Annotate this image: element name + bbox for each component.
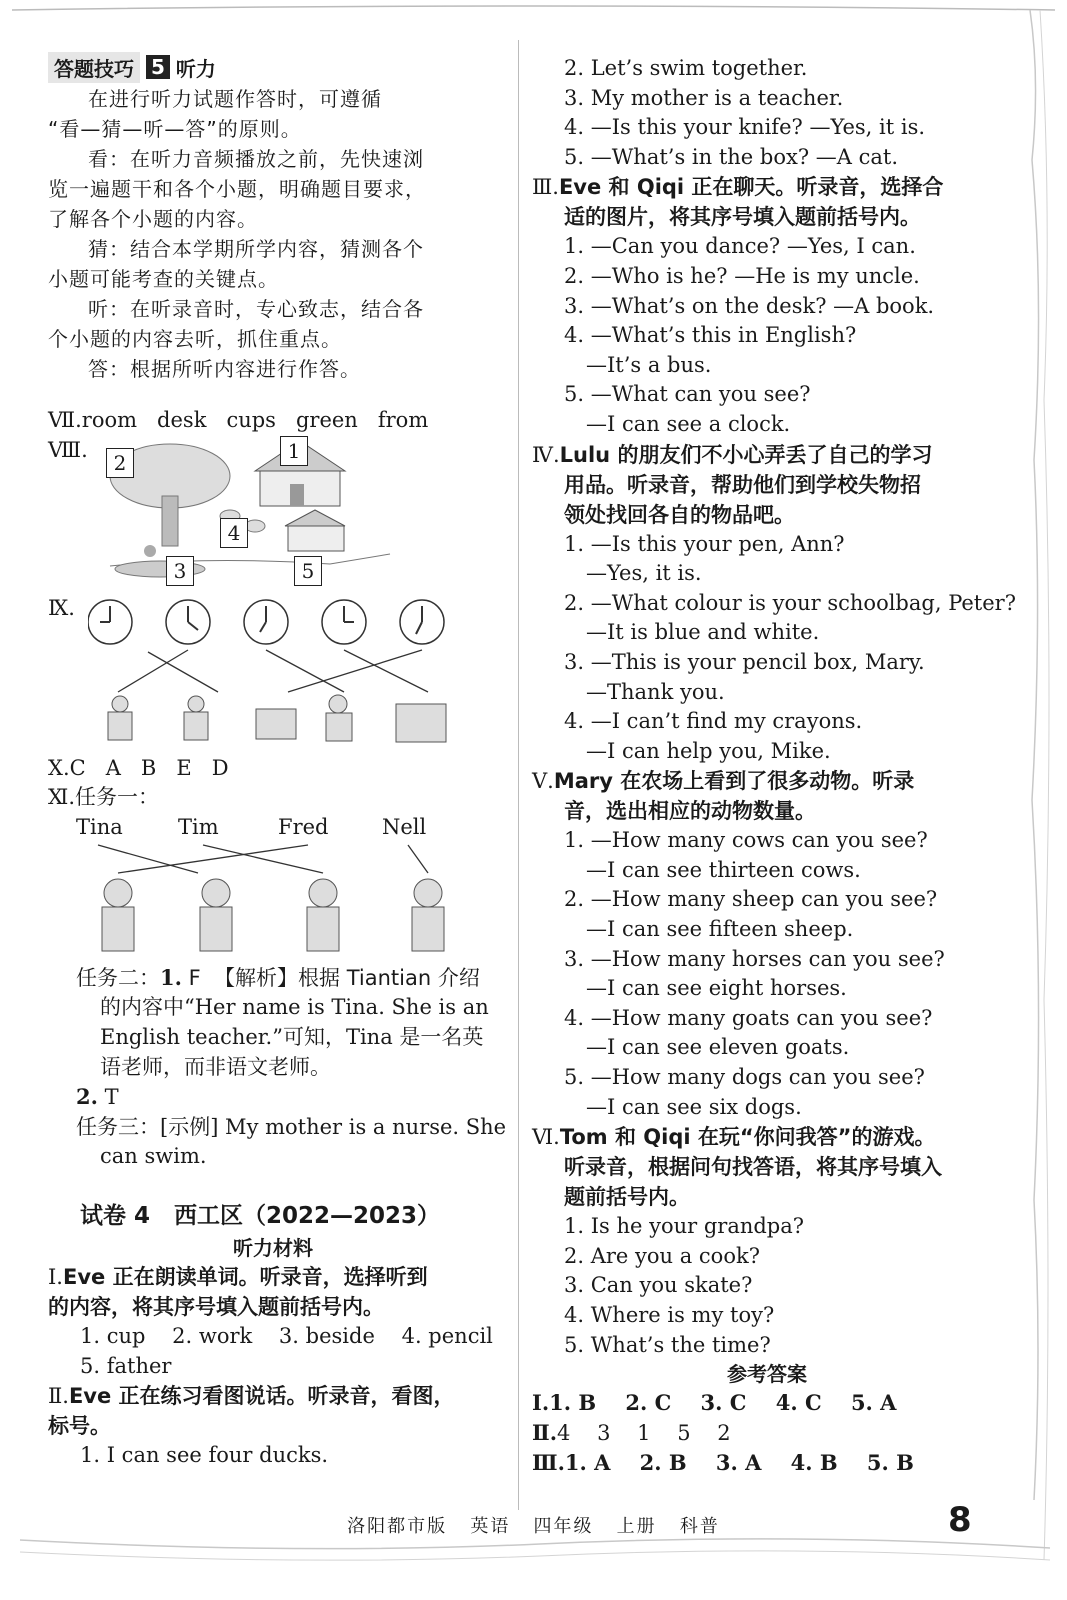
q7-text: room desk cups green from <box>81 408 429 432</box>
section-4-item: —I can help you, Mike. <box>586 738 831 763</box>
answer-row-1-num: Ⅰ. <box>532 1390 550 1416</box>
answer-row-1 <box>532 1388 1002 1418</box>
tip-paragraph: 了解各个小题的内容。 <box>48 207 258 231</box>
q9-number: Ⅸ. <box>48 595 75 620</box>
q11-name-fred: Fred <box>278 814 329 839</box>
section-3-item: 4. —What’s this in English? <box>564 323 857 348</box>
tip-paragraph: 听：在听录音时，专心致志，结合各 <box>88 297 424 321</box>
answer-row-3-values: 1. A 2. B 3. A 4. B 5. B <box>564 1450 914 1476</box>
q11-task2-num: 1. <box>160 964 182 990</box>
section-6-item: 3. Can you skate? <box>564 1273 753 1298</box>
section-3-head <box>532 172 1002 202</box>
answer-row-2-values: 4 3 1 5 2 <box>557 1420 731 1445</box>
q8-label-2: 2 <box>106 448 134 478</box>
section-2-head <box>48 1381 498 1411</box>
tip-paragraph: “看—猜—听—答”的原则。 <box>48 117 302 141</box>
tip-paragraph: 看：在听力音频播放之前，先快速浏 <box>88 147 424 171</box>
paper4-subtitle: 听力材料 <box>233 1235 313 1260</box>
section-2-item: 4. —Is this your knife? —Yes, it is. <box>564 115 926 140</box>
left-column <box>48 50 507 1471</box>
q11-name-tim: Tim <box>178 814 219 839</box>
section-5-item: —I can see eleven goats. <box>586 1035 850 1060</box>
section-6-text3: 题前括号内。 <box>564 1185 690 1210</box>
section-4-item: —Thank you. <box>586 679 725 704</box>
page-number: 8 <box>948 1500 972 1540</box>
q10-text: C A B E D <box>69 755 229 780</box>
section-2-item: 1. I can see four ducks. <box>80 1443 329 1468</box>
q8-label-3: 3 <box>166 556 194 586</box>
section-4-text3: 领处找回各自的物品吧。 <box>564 502 795 527</box>
answer-tip-header <box>48 50 498 84</box>
tip-title: 听力 <box>175 56 216 81</box>
tip-paragraph: 猜：结合本学期所学内容，猜测各个 <box>88 237 424 261</box>
section-3-item: —It’s a bus. <box>586 352 712 377</box>
section-1-text: Eve 正在朗读单词。听录音，选择听到 <box>62 1264 428 1289</box>
q11-task2-num2: 2. <box>76 1084 98 1110</box>
section-6-item: 1. Is he your grandpa? <box>564 1214 805 1239</box>
answer-row-2-num: Ⅱ. <box>532 1419 558 1445</box>
section-2-item: 5. —What’s in the box? —A cat. <box>564 144 898 169</box>
q11-task2-line3: English teacher.”可知，Tina 是一名英 <box>100 1024 484 1049</box>
q11-name-nell: Nell <box>382 814 427 839</box>
section-2-number: Ⅱ. <box>48 1384 69 1409</box>
q11-matching <box>48 813 498 963</box>
section-4-head <box>532 440 1002 470</box>
q8-number: Ⅷ. <box>48 437 88 462</box>
section-4-item: 4. —I can’t find my crayons. <box>564 709 863 734</box>
q11-task2-line1 <box>48 963 498 994</box>
section-5-number: Ⅴ. <box>532 769 554 794</box>
section-5-item: 2. —How many sheep can you see? <box>564 887 938 912</box>
right-column <box>532 54 1016 1478</box>
section-4-text: Lulu 的朋友们不小心弄丢了自己的学习 <box>559 442 933 467</box>
section-3-item: —I can see a clock. <box>586 411 791 436</box>
q8-label-4: 4 <box>220 518 248 548</box>
section-6-item: 4. Where is my toy? <box>564 1303 775 1327</box>
section-4-number: Ⅳ. <box>532 442 560 467</box>
section-3-item: 5. —What can you see? <box>564 382 811 407</box>
answer-q10 <box>48 754 498 784</box>
q9-clock-matching-illustration <box>88 594 488 754</box>
q8-label-1: 1 <box>280 436 308 466</box>
section-1-head <box>48 1262 498 1292</box>
section-1-item: 1. cup 2. work 3. beside 4. pencil <box>80 1323 493 1348</box>
tip-paragraph: 览一遍题干和各个小题，明确题目要求， <box>48 177 426 201</box>
q11-task1-label: 任务一： <box>75 785 160 810</box>
q11-task2-label: 任务二： <box>76 965 160 990</box>
section-5-item: 1. —How many cows can you see? <box>564 828 928 853</box>
section-1-item: 5. father <box>80 1353 172 1378</box>
section-3-item: 3. —What’s on the desk? —A book. <box>564 293 935 318</box>
answer-q7 <box>48 406 498 436</box>
q11-task3-line2: can swim. <box>100 1144 207 1169</box>
q8-scene-illustration <box>90 436 410 586</box>
section-3-text: Eve 和 Qiqi 正在聊天。听录音，选择合 <box>558 175 944 200</box>
section-2-text2: 标号。 <box>48 1414 111 1439</box>
answer-row-1-values: 1. B 2. C 3. C 4. C 5. A <box>549 1390 897 1416</box>
section-2-item: 3. My mother is a teacher. <box>564 85 844 110</box>
section-1-text2: 的内容，将其序号填入题前括号内。 <box>48 1294 384 1319</box>
q11-task2-val2: T <box>97 1085 119 1110</box>
section-3-item: 1. —Can you dance? —Yes, I can. <box>564 234 916 259</box>
answer-q11-task1 <box>48 783 498 813</box>
q10-number: Ⅹ. <box>48 755 70 780</box>
section-6-item: 5. What’s the time? <box>564 1332 771 1357</box>
q11-name-tina: Tina <box>76 814 123 839</box>
section-5-item: —I can see thirteen cows. <box>586 857 861 882</box>
section-5-item: —I can see eight horses. <box>586 976 847 1001</box>
section-5-item: 4. —How many goats can you see? <box>564 1005 933 1030</box>
tip-paragraph: 小题可能考查的关键点。 <box>48 267 279 291</box>
section-5-item: 5. —How many dogs can you see? <box>564 1065 925 1090</box>
q11-task2-line4: 语老师，而非语文老师。 <box>100 1054 331 1079</box>
section-4-text2: 用品。听录音，帮助他们到学校失物招 <box>564 472 921 497</box>
section-4-item: —It is blue and white. <box>586 620 820 645</box>
answer-row-3-num: Ⅲ. <box>532 1450 565 1476</box>
answer-row-2 <box>532 1418 1002 1449</box>
section-2-item: 2. Let’s swim together. <box>564 56 808 80</box>
section-6-head <box>532 1122 1002 1152</box>
section-5-item: —I can see six dogs. <box>586 1094 802 1119</box>
q8-label-5: 5 <box>294 556 322 586</box>
section-6-item: 2. Are you a cook? <box>564 1243 760 1268</box>
section-3-number: Ⅲ. <box>532 175 559 200</box>
section-4-item: 3. —This is your pencil box, Mary. <box>564 649 925 674</box>
q7-number: Ⅶ. <box>48 408 82 432</box>
section-5-item: 3. —How many horses can you see? <box>564 946 945 971</box>
section-5-item: —I can see fifteen sheep. <box>586 917 854 942</box>
section-2-text: Eve 正在练习看图说话。听录音，看图， <box>68 1384 455 1409</box>
section-6-text2: 听录音，根据问句找答语，将其序号填入 <box>564 1155 942 1180</box>
section-4-item: 2. —What colour is your schoolbag, Peter? <box>564 590 1016 615</box>
tip-paragraph: 答：根据所听内容进行作答。 <box>88 357 361 381</box>
q11-people-illustration <box>68 813 488 963</box>
column-divider <box>518 40 519 1510</box>
tip-paragraph: 在进行听力试题作答时，可遵循 <box>88 87 382 111</box>
answer-row-3 <box>532 1448 1002 1478</box>
tip-paragraph: 个小题的内容去听，抓住重点。 <box>48 327 342 351</box>
paper4-title: 试卷 4 西工区（2022—2023） <box>80 1202 441 1229</box>
section-3-item: 2. —Who is he? —He is my uncle. <box>564 263 920 288</box>
section-3-text2: 适的图片，将其序号填入题前括号内。 <box>564 205 921 230</box>
section-4-item: —Yes, it is. <box>586 561 702 586</box>
answers-title: 参考答案 <box>727 1362 807 1387</box>
tip-number: 5 <box>146 55 170 79</box>
section-5-text: Mary 在农场上看到了很多动物。听录 <box>553 769 915 794</box>
answer-q9 <box>48 594 498 754</box>
page-footer: 洛阳都市版 英语 四年级 上册 科普 <box>347 1516 720 1537</box>
section-5-head <box>532 766 1002 796</box>
q11-task3-line1: 任务三：[示例] My mother is a nurse. She <box>76 1114 507 1139</box>
q11-task2-text: F 【解析】根据 Tiantian 介绍 <box>181 965 480 990</box>
section-6-number: Ⅵ. <box>532 1125 560 1150</box>
q11-number: Ⅺ. <box>48 785 76 810</box>
section-4-item: 1. —Is this your pen, Ann? <box>564 531 845 556</box>
section-5-text2: 音，选出相应的动物数量。 <box>564 799 816 824</box>
q11-task2-line2: 的内容中“Her name is Tina. She is an <box>100 995 489 1020</box>
answer-q8 <box>48 436 498 586</box>
section-6-text: Tom 和 Qiqi 在玩“你问我答”的游戏。 <box>559 1125 936 1150</box>
q11-task2-item2 <box>48 1082 498 1113</box>
tip-label: 答题技巧 <box>48 52 140 83</box>
section-1-number: Ⅰ. <box>48 1264 63 1289</box>
